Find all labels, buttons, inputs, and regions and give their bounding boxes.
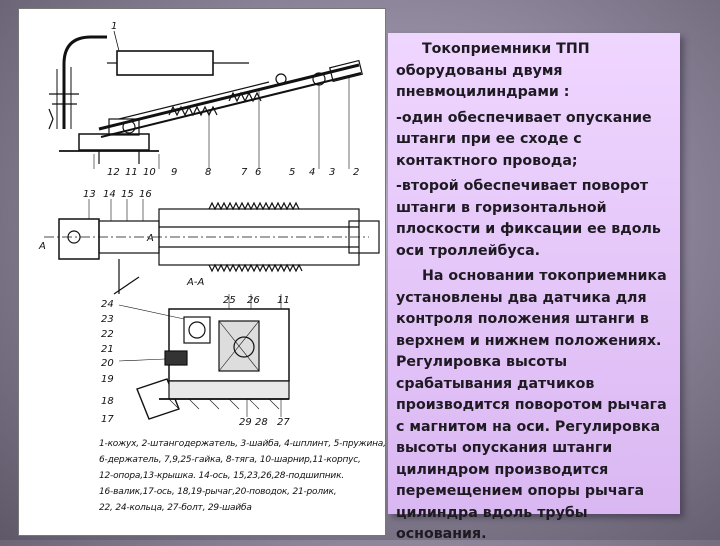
section-title: А-А (187, 277, 205, 288)
section-view (119, 294, 289, 419)
label-19: 19 (101, 374, 114, 385)
label-7: 7 (241, 167, 248, 178)
label-10: 10 (143, 167, 156, 178)
label-14: 14 (103, 189, 116, 200)
side-view (49, 31, 362, 169)
label-22: 22 (101, 329, 114, 340)
section-mark-left: А (39, 241, 46, 252)
label-1: 1 (111, 21, 118, 32)
label-23: 23 (101, 314, 114, 325)
label-24: 24 (101, 299, 114, 310)
legend-line-5: 22, 24-кольца, 27-болт, 29-шайба (99, 503, 252, 513)
label-13: 13 (83, 189, 96, 200)
label-5: 5 (289, 167, 296, 178)
label-20: 20 (101, 358, 114, 369)
label-25: 25 (223, 295, 236, 306)
label-21: 21 (101, 344, 114, 355)
legend-line-2: 6-держатель, 7,9,25-гайка, 8-тяга, 10-шарнир,11-корпус, (99, 455, 361, 465)
legend-line-1: 1-кожух, 2-штангодержатель, 3-шайба, 4-шплинт, 5-пружина, (99, 439, 386, 449)
label-26: 26 (247, 295, 260, 306)
label-28: 28 (255, 417, 268, 428)
label-17: 17 (101, 414, 114, 425)
section-mark-right: А (147, 233, 154, 244)
label-9: 9 (171, 167, 178, 178)
paragraph-sensors: На основании токоприемника установлены два датчика для контроля положения штанги в верхнем и нижнем положениях. Регулировка высоты срабатывания датчиков производится поворотом рычага с магнитом на оси. Регулировка высоты опускания штанги цилиндром производится перемещением опоры рычага цилиндра вдоль трубы основания. (396, 268, 667, 542)
label-29: 29 (239, 417, 252, 428)
label-8: 8 (205, 167, 212, 178)
paragraph-cylinder-two: -второй обеспечивает поворот штанги в горизонтальной плоскости и фиксации ее вдоль оси троллейбуса. (396, 178, 661, 259)
label-18: 18 (101, 396, 114, 407)
label-12: 12 (107, 167, 120, 178)
legend-line-4: 16-валик,17-ось, 18,19-рычаг,20-поводок, 21-ролик, (99, 487, 337, 497)
plan-view (44, 199, 379, 294)
label-11-section: 11 (277, 295, 290, 306)
legend-line-3: 12-опора,13-крышка. 14-ось, 15,23,26,28-подшипник. (99, 471, 344, 481)
paragraph-cylinder-one: -один обеспечивает опускание штанги при ее сходе с контактного провода; (396, 109, 652, 169)
label-6: 6 (255, 167, 262, 178)
label-11: 11 (125, 167, 138, 178)
label-3: 3 (329, 167, 336, 178)
description-text-panel (388, 33, 680, 542)
label-16: 16 (139, 189, 152, 200)
label-4: 4 (309, 167, 316, 178)
label-2: 2 (353, 167, 360, 178)
technical-drawing-panel (18, 8, 386, 536)
label-27: 27 (277, 417, 290, 428)
paragraph-intro: Токоприемники ТПП оборудованы двумя пневмоцилиндрами : (396, 41, 590, 100)
label-15: 15 (121, 189, 134, 200)
